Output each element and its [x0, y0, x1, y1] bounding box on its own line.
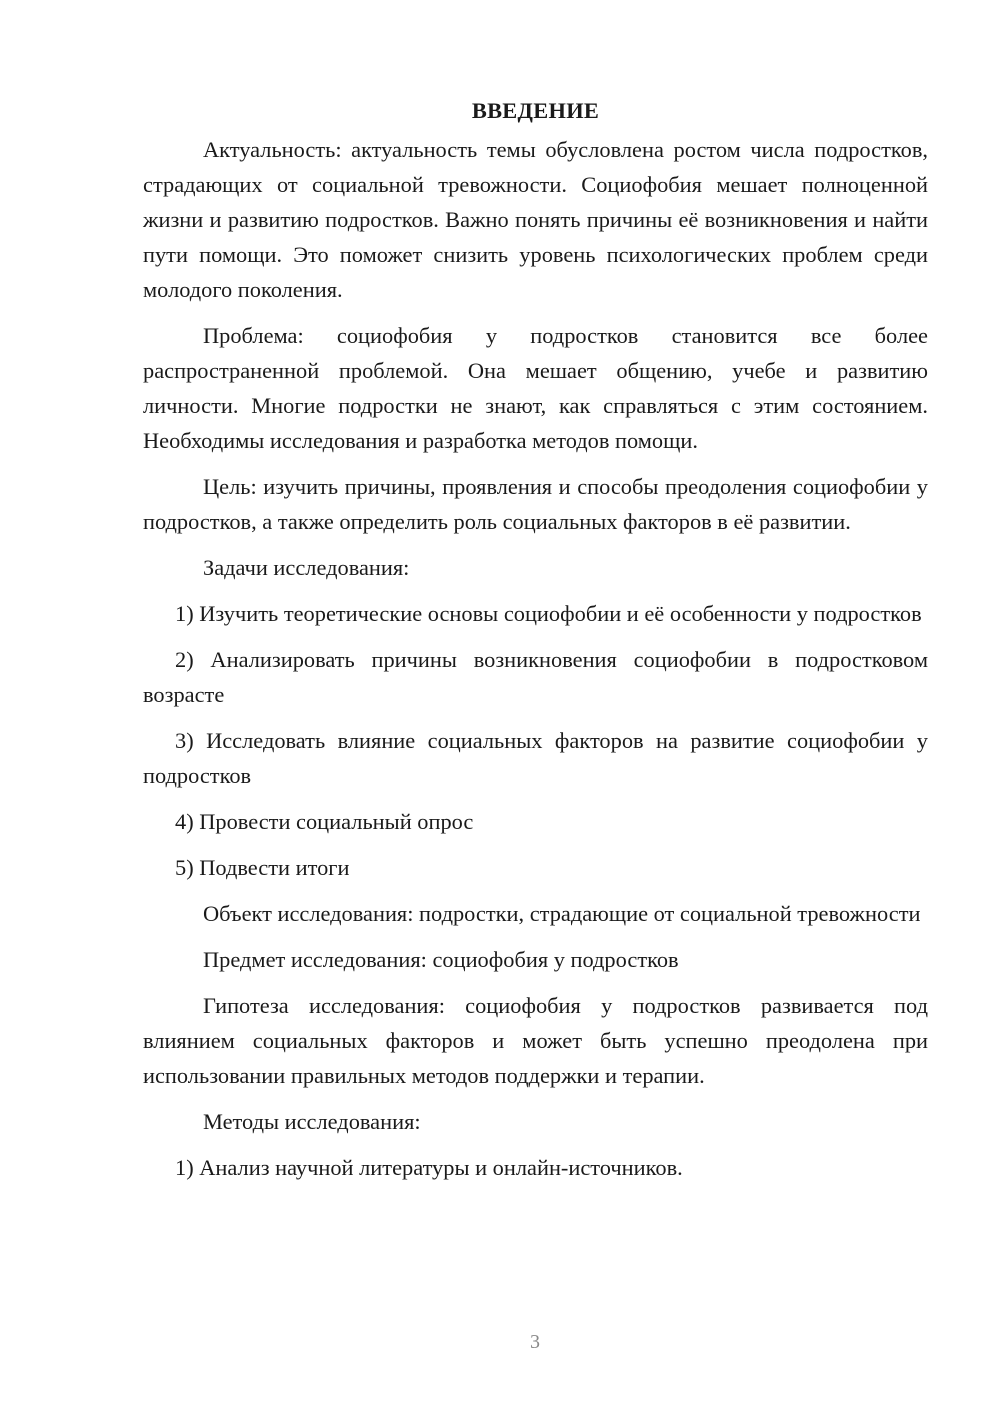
page-title: ВВЕДЕНИЕ — [471, 98, 600, 123]
relevance-paragraph: Актуальность: актуальность темы обусловлена ростом числа подростков, страдающих от социальной тревожности. Социофобия мешает полноценной жизни и развитию подростков. Важно понять причины её возникновения и найти пути помощи. Это поможет снизить уровень психологических проблем среди молодого поколения. — [143, 137, 928, 302]
method-item-1: 1) Анализ научной литературы и онлайн-источников. — [175, 1155, 683, 1180]
hypothesis-paragraph: Гипотеза исследования: социофобия у подростков развивается под влиянием социальных факторов и может быть успешно преодолена при использовании правильных методов поддержки и терапии. — [143, 993, 928, 1088]
object-paragraph: Объект исследования: подростки, страдающие от социальной тревожности — [203, 901, 921, 926]
methods-heading: Методы исследования: — [203, 1109, 421, 1134]
tasks-heading: Задачи исследования: — [203, 555, 410, 580]
page-content — [143, 93, 928, 1196]
problem-paragraph: Проблема: социофобия у подростков становится все более распространенной проблемой. Она мешает общению, учебе и развитию личности. Многие подростки не знают, как справляться с этим состоянием. Необходимы исследования и разработка методов помощи. — [143, 323, 928, 453]
subject-paragraph: Предмет исследования: социофобия у подростков — [203, 947, 679, 972]
goal-paragraph: Цель: изучить причины, проявления и способы преодоления социофобии у подростков, а также определить роль социальных факторов в её развитии. — [143, 474, 928, 534]
task-item-1: 1) Изучить теоретические основы социофобии и её особенности у подростков — [175, 601, 922, 626]
task-item-5: 5) Подвести итоги — [175, 855, 350, 880]
task-item-3: 3) Исследовать влияние социальных факторов на развитие социофобии у подростков — [143, 728, 928, 788]
task-item-2: 2) Анализировать причины возникновения социофобии в подростковом возрасте — [143, 647, 928, 707]
task-item-4: 4) Провести социальный опрос — [175, 809, 474, 834]
page-number: 3 — [530, 1331, 540, 1353]
